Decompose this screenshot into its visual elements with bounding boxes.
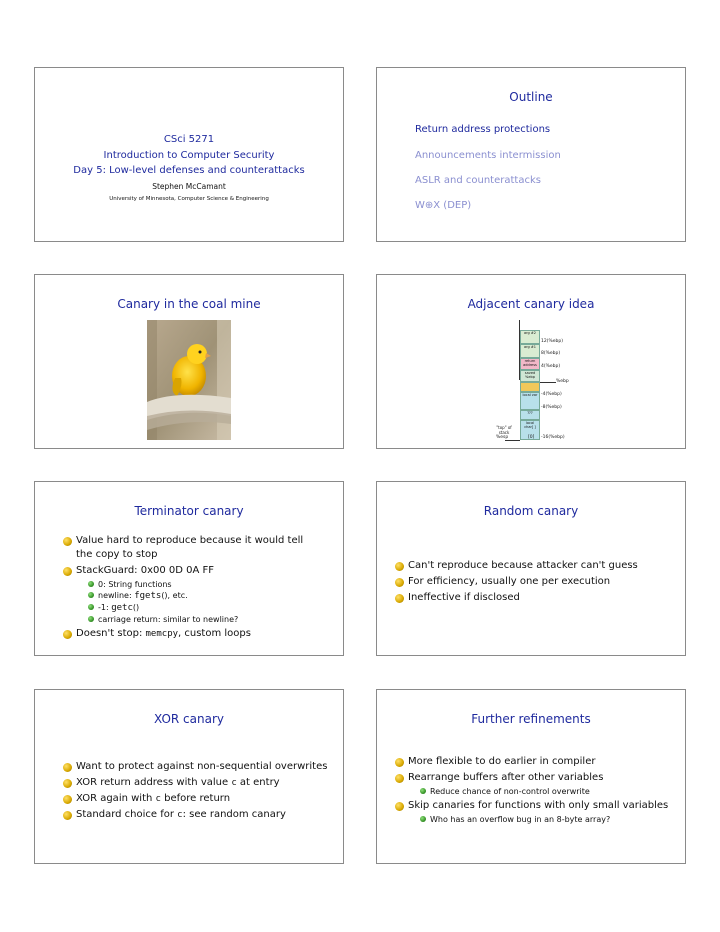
bullet-item: Can't reproduce because attacker can't guess xyxy=(394,559,679,573)
bullet-item: Doesn't stop: memcpy, custom loops xyxy=(62,627,322,641)
outline-item: ASLR and counterattacks xyxy=(415,175,541,186)
sub-bullet-item: 0: String functions xyxy=(76,579,322,590)
bullet-text: Value hard to reproduce because it would tell the copy to stop xyxy=(76,535,304,560)
offset-label: 4(%ebp) xyxy=(541,364,561,369)
slide-heading: Terminator canary xyxy=(134,504,244,518)
bullet-text: Skip canaries for functions with only small variables xyxy=(408,800,669,811)
slide-heading: Further refinements xyxy=(471,712,591,726)
stack-top-label: "top" of stack xyxy=(496,425,512,435)
bullet-item: XOR return address with value c at entry xyxy=(62,776,342,790)
bullet-item: XOR again with c before return xyxy=(62,792,342,806)
stack-cell-local-char-array: local char[ ] xyxy=(520,420,540,440)
stack-cell-unknown: ??? xyxy=(520,410,540,420)
esp-pointer-line xyxy=(505,440,520,441)
offset-label: -4(%ebp) xyxy=(541,392,562,397)
stack-cell-return-address: return address xyxy=(520,358,540,370)
sub-bullet-item: Who has an overflow bug in an 8-byte array? xyxy=(408,814,679,825)
bullet-text: Rearrange buffers after other variables xyxy=(408,772,604,783)
course-name: Introduction to Computer Security xyxy=(103,150,275,161)
offset-label: -8(%ebp) xyxy=(541,405,562,410)
buffer-index-label: [0] xyxy=(528,435,535,440)
slide-heading: XOR canary xyxy=(154,712,224,726)
slide-outline xyxy=(376,67,686,242)
course-number: CSci 5271 xyxy=(163,134,215,145)
slide-heading: Adjacent canary idea xyxy=(467,297,595,311)
sub-bullet-item: carriage return: similar to newline? xyxy=(76,614,322,625)
offset-label: 8(%ebp) xyxy=(541,351,561,356)
offset-label: -16(%ebp) xyxy=(541,435,565,440)
outline-item-current: Return address protections xyxy=(415,124,551,135)
stack-cell-arg2: arg #2 xyxy=(520,330,540,344)
bullet-item: Standard choice for c: see random canary xyxy=(62,808,342,822)
bullet-item xyxy=(394,771,679,797)
bullet-item: More flexible to do earlier in compiler xyxy=(394,755,679,769)
stack-cell-saved-ebp: saved %ebp xyxy=(520,370,540,382)
slide-heading: Canary in the coal mine xyxy=(117,297,261,311)
lecture-title: Day 5: Low-level defenses and counterattacks xyxy=(73,165,305,176)
offset-label: 12(%ebp) xyxy=(541,339,563,344)
outline-item: W⊕X (DEP) xyxy=(415,200,472,211)
slide-further-refinements xyxy=(376,689,686,864)
bullet-item xyxy=(62,564,322,625)
affiliation: University of Minnesota, Computer Science & Engineering xyxy=(109,196,269,202)
slide-title xyxy=(34,67,344,242)
bullet-text: StackGuard: 0x00 0D 0A FF xyxy=(76,565,215,576)
stack-cell-arg1: arg #1 xyxy=(520,344,540,358)
esp-label: %esp xyxy=(496,435,509,440)
slide-heading: Outline xyxy=(509,90,553,104)
slide-random-canary xyxy=(376,481,686,656)
slide-xor-canary xyxy=(34,689,344,864)
slide-terminator-canary xyxy=(34,481,344,656)
sub-bullet-item: -1: getc() xyxy=(76,602,322,614)
canary-bird-photo xyxy=(147,320,231,440)
stack-cell-canary xyxy=(520,382,540,392)
bullet-item: Ineffective if disclosed xyxy=(394,591,679,605)
sub-bullet-item: Reduce chance of non-control overwrite xyxy=(408,786,679,797)
offset-label: %ebp xyxy=(556,379,569,384)
bullet-item xyxy=(62,534,322,562)
outline-item: Announcements intermission xyxy=(415,150,561,161)
stack-cell-local-var: local var xyxy=(520,392,540,410)
bullet-item xyxy=(394,799,679,825)
bullet-item: Want to protect against non-sequential overwrites xyxy=(62,760,342,774)
sub-bullet-item: newline: fgets(), etc. xyxy=(76,590,322,602)
ebp-pointer-line xyxy=(540,382,556,383)
slide-heading: Random canary xyxy=(483,504,579,518)
slide-canary-coal-mine xyxy=(34,274,344,449)
bullet-item: For efficiency, usually one per execution xyxy=(394,575,679,589)
author: Stephen McCamant xyxy=(152,182,226,191)
